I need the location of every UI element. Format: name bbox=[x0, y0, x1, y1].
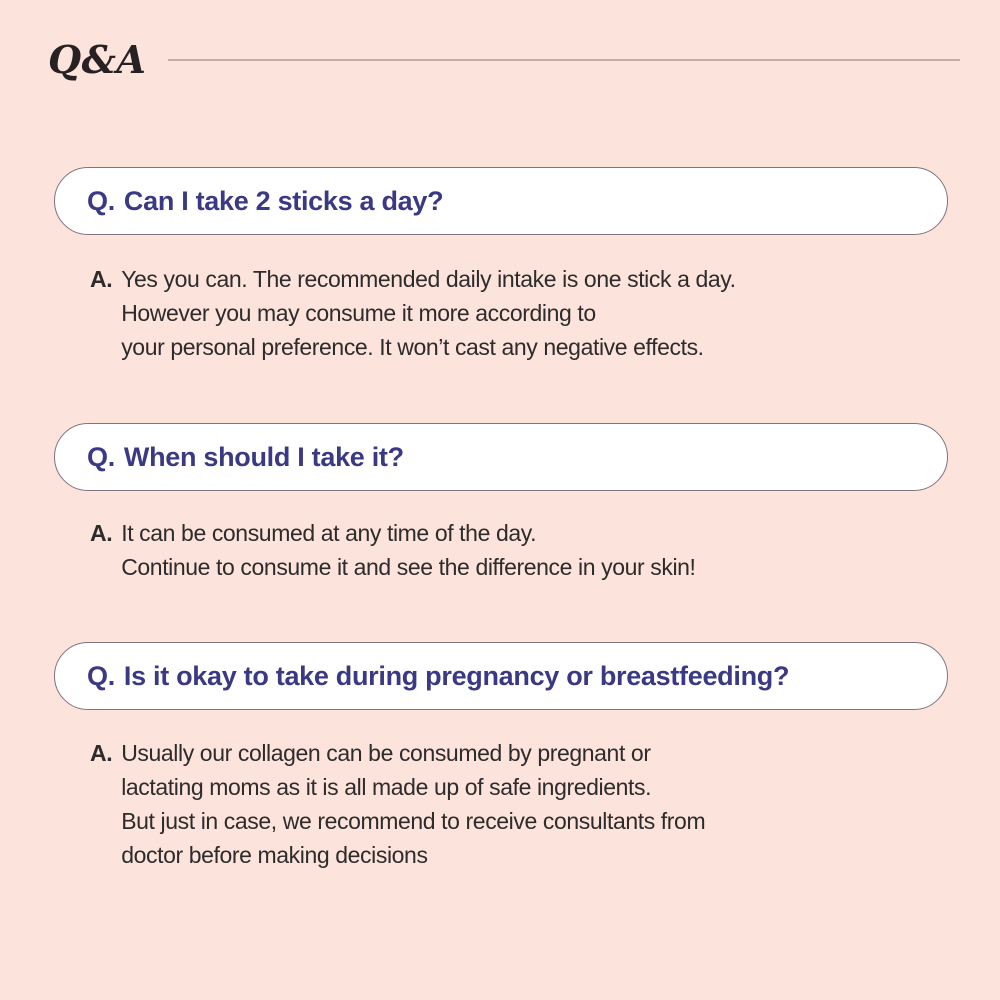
question-prefix: Q. bbox=[87, 660, 115, 691]
answer-line: doctor before making decisions bbox=[121, 842, 428, 868]
answer-line: Continue to consume it and see the difference in your skin! bbox=[121, 554, 696, 580]
answer-1 bbox=[90, 262, 960, 364]
question-text: When should I take it? bbox=[123, 441, 404, 472]
answer-line: However you may consume it more according to bbox=[121, 300, 596, 326]
question-prefix: Q. bbox=[87, 441, 115, 472]
question-prefix: Q. bbox=[87, 185, 115, 216]
question-pill-1 bbox=[54, 167, 948, 235]
header-rule bbox=[168, 59, 960, 61]
answer-line: Yes you can. The recommended daily intake is one stick a day. bbox=[121, 266, 736, 292]
question-pill-2 bbox=[54, 423, 948, 491]
answer-3 bbox=[90, 736, 960, 872]
question-text: Can I take 2 sticks a day? bbox=[123, 185, 444, 216]
answer-text bbox=[121, 262, 735, 364]
answer-2 bbox=[90, 516, 960, 584]
header bbox=[48, 36, 960, 84]
answer-line: lactating moms as it is all made up of safe ingredients. bbox=[121, 774, 652, 800]
answer-line: your personal preference. It won’t cast any negative effects. bbox=[121, 334, 704, 360]
answer-prefix: A. bbox=[90, 266, 113, 292]
answer-prefix: A. bbox=[90, 520, 113, 546]
answer-prefix: A. bbox=[90, 740, 113, 766]
question-text: Is it okay to take during pregnancy or breastfeeding? bbox=[123, 660, 790, 691]
answer-text bbox=[121, 736, 705, 872]
answer-line: Usually our collagen can be consumed by pregnant or bbox=[121, 740, 651, 766]
question-pill-3 bbox=[54, 642, 948, 710]
page-title: Q&A bbox=[48, 37, 147, 82]
answer-line: It can be consumed at any time of the day. bbox=[121, 520, 537, 546]
answer-text bbox=[121, 516, 695, 584]
answer-line: But just in case, we recommend to receive consultants from bbox=[121, 808, 706, 834]
